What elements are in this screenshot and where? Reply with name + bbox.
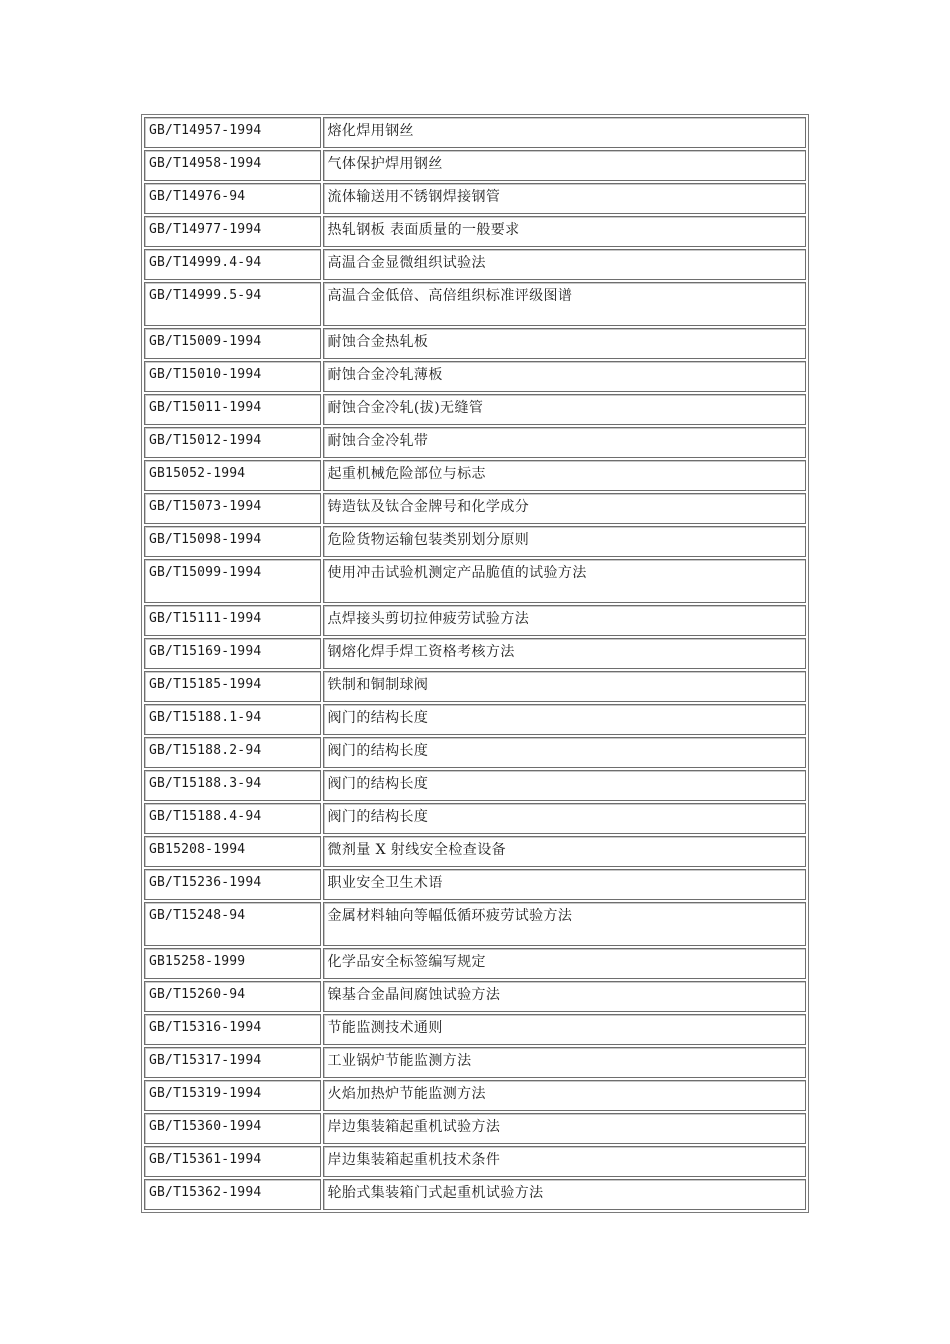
standard-code: GB/T15188.3-94 — [144, 770, 321, 801]
standard-code: GB/T15012-1994 — [144, 427, 321, 458]
standard-code: GB/T15011-1994 — [144, 394, 321, 425]
standard-title: 使用冲击试验机测定产品脆值的试验方法 — [323, 559, 806, 603]
table-row — [144, 869, 806, 900]
table-row — [144, 981, 806, 1012]
standard-title: 职业安全卫生术语 — [323, 869, 806, 900]
standard-title: 岸边集装箱起重机试验方法 — [323, 1113, 806, 1144]
table-row — [144, 526, 806, 557]
standard-title: 熔化焊用钢丝 — [323, 117, 806, 148]
table-row — [144, 836, 806, 867]
standard-code: GB15208-1994 — [144, 836, 321, 867]
standard-code: GB/T15010-1994 — [144, 361, 321, 392]
standard-title: 镍基合金晶间腐蚀试验方法 — [323, 981, 806, 1012]
standard-code: GB/T15260-94 — [144, 981, 321, 1012]
table-row — [144, 1047, 806, 1078]
table-row — [144, 394, 806, 425]
standard-code: GB/T15188.1-94 — [144, 704, 321, 735]
table-row — [144, 638, 806, 669]
standard-code: GB/T15236-1994 — [144, 869, 321, 900]
table-row — [144, 737, 806, 768]
standard-code: GB/T15185-1994 — [144, 671, 321, 702]
standard-title: 流体输送用不锈钢焊接钢管 — [323, 183, 806, 214]
standard-title: 金属材料轴向等幅低循环疲劳试验方法 — [323, 902, 806, 946]
table-row — [144, 803, 806, 834]
table-row — [144, 216, 806, 247]
table-row — [144, 902, 806, 946]
standard-code: GB/T15009-1994 — [144, 328, 321, 359]
standard-title: 化学品安全标签编写规定 — [323, 948, 806, 979]
standard-code: GB/T15098-1994 — [144, 526, 321, 557]
standard-title: 阀门的结构长度 — [323, 704, 806, 735]
standard-title: 火焰加热炉节能监测方法 — [323, 1080, 806, 1111]
standard-title: 气体保护焊用钢丝 — [323, 150, 806, 181]
standard-code: GB/T14999.4-94 — [144, 249, 321, 280]
standard-title: 耐蚀合金冷轧薄板 — [323, 361, 806, 392]
standard-code: GB/T15188.4-94 — [144, 803, 321, 834]
table-row — [144, 605, 806, 636]
standards-table — [141, 114, 809, 1213]
standard-code: GB/T14958-1994 — [144, 150, 321, 181]
standard-title: 岸边集装箱起重机技术条件 — [323, 1146, 806, 1177]
standard-title: 工业锅炉节能监测方法 — [323, 1047, 806, 1078]
table-row — [144, 671, 806, 702]
standard-title: 耐蚀合金冷轧带 — [323, 427, 806, 458]
table-row — [144, 460, 806, 491]
standard-code: GB/T14957-1994 — [144, 117, 321, 148]
table-row — [144, 1113, 806, 1144]
table-row — [144, 1179, 806, 1210]
standard-code: GB/T15361-1994 — [144, 1146, 321, 1177]
standard-title: 点焊接头剪切拉伸疲劳试验方法 — [323, 605, 806, 636]
table-row — [144, 493, 806, 524]
standard-code: GB/T15188.2-94 — [144, 737, 321, 768]
standard-code: GB/T15317-1994 — [144, 1047, 321, 1078]
standard-code: GB/T15319-1994 — [144, 1080, 321, 1111]
standard-code: GB15258-1999 — [144, 948, 321, 979]
table-row — [144, 704, 806, 735]
table-row — [144, 328, 806, 359]
standard-code: GB/T15362-1994 — [144, 1179, 321, 1210]
standard-code: GB/T15073-1994 — [144, 493, 321, 524]
table-row — [144, 1014, 806, 1045]
table-row — [144, 117, 806, 148]
table-row — [144, 150, 806, 181]
table-row — [144, 282, 806, 326]
table-row — [144, 427, 806, 458]
standard-title: 耐蚀合金热轧板 — [323, 328, 806, 359]
standard-code: GB/T15360-1994 — [144, 1113, 321, 1144]
table-row — [144, 361, 806, 392]
standard-title: 轮胎式集装箱门式起重机试验方法 — [323, 1179, 806, 1210]
table-row — [144, 1080, 806, 1111]
standard-title: 微剂量 X 射线安全检查设备 — [323, 836, 806, 867]
standard-code: GB/T15099-1994 — [144, 559, 321, 603]
table-row — [144, 948, 806, 979]
table-row — [144, 1146, 806, 1177]
standard-code: GB/T14977-1994 — [144, 216, 321, 247]
standard-title: 耐蚀合金冷轧(拔)无缝管 — [323, 394, 806, 425]
table-row — [144, 559, 806, 603]
standard-title: 钢熔化焊手焊工资格考核方法 — [323, 638, 806, 669]
standard-title: 危险货物运输包装类别划分原则 — [323, 526, 806, 557]
table-row — [144, 770, 806, 801]
standard-title: 阀门的结构长度 — [323, 770, 806, 801]
standard-title: 起重机械危险部位与标志 — [323, 460, 806, 491]
standard-title: 铸造钛及钛合金牌号和化学成分 — [323, 493, 806, 524]
standard-title: 高温合金低倍、高倍组织标准评级图谱 — [323, 282, 806, 326]
standard-title: 热轧钢板 表面质量的一般要求 — [323, 216, 806, 247]
standard-title: 阀门的结构长度 — [323, 803, 806, 834]
standard-title: 高温合金显微组织试验法 — [323, 249, 806, 280]
standard-title: 阀门的结构长度 — [323, 737, 806, 768]
standard-title: 铁制和铜制球阀 — [323, 671, 806, 702]
standard-code: GB/T14976-94 — [144, 183, 321, 214]
standard-code: GB/T15169-1994 — [144, 638, 321, 669]
standard-title: 节能监测技术通则 — [323, 1014, 806, 1045]
standard-code: GB/T15248-94 — [144, 902, 321, 946]
table-row — [144, 249, 806, 280]
standard-code: GB/T14999.5-94 — [144, 282, 321, 326]
standard-code: GB/T15316-1994 — [144, 1014, 321, 1045]
standard-code: GB15052-1994 — [144, 460, 321, 491]
table-row — [144, 183, 806, 214]
standard-code: GB/T15111-1994 — [144, 605, 321, 636]
